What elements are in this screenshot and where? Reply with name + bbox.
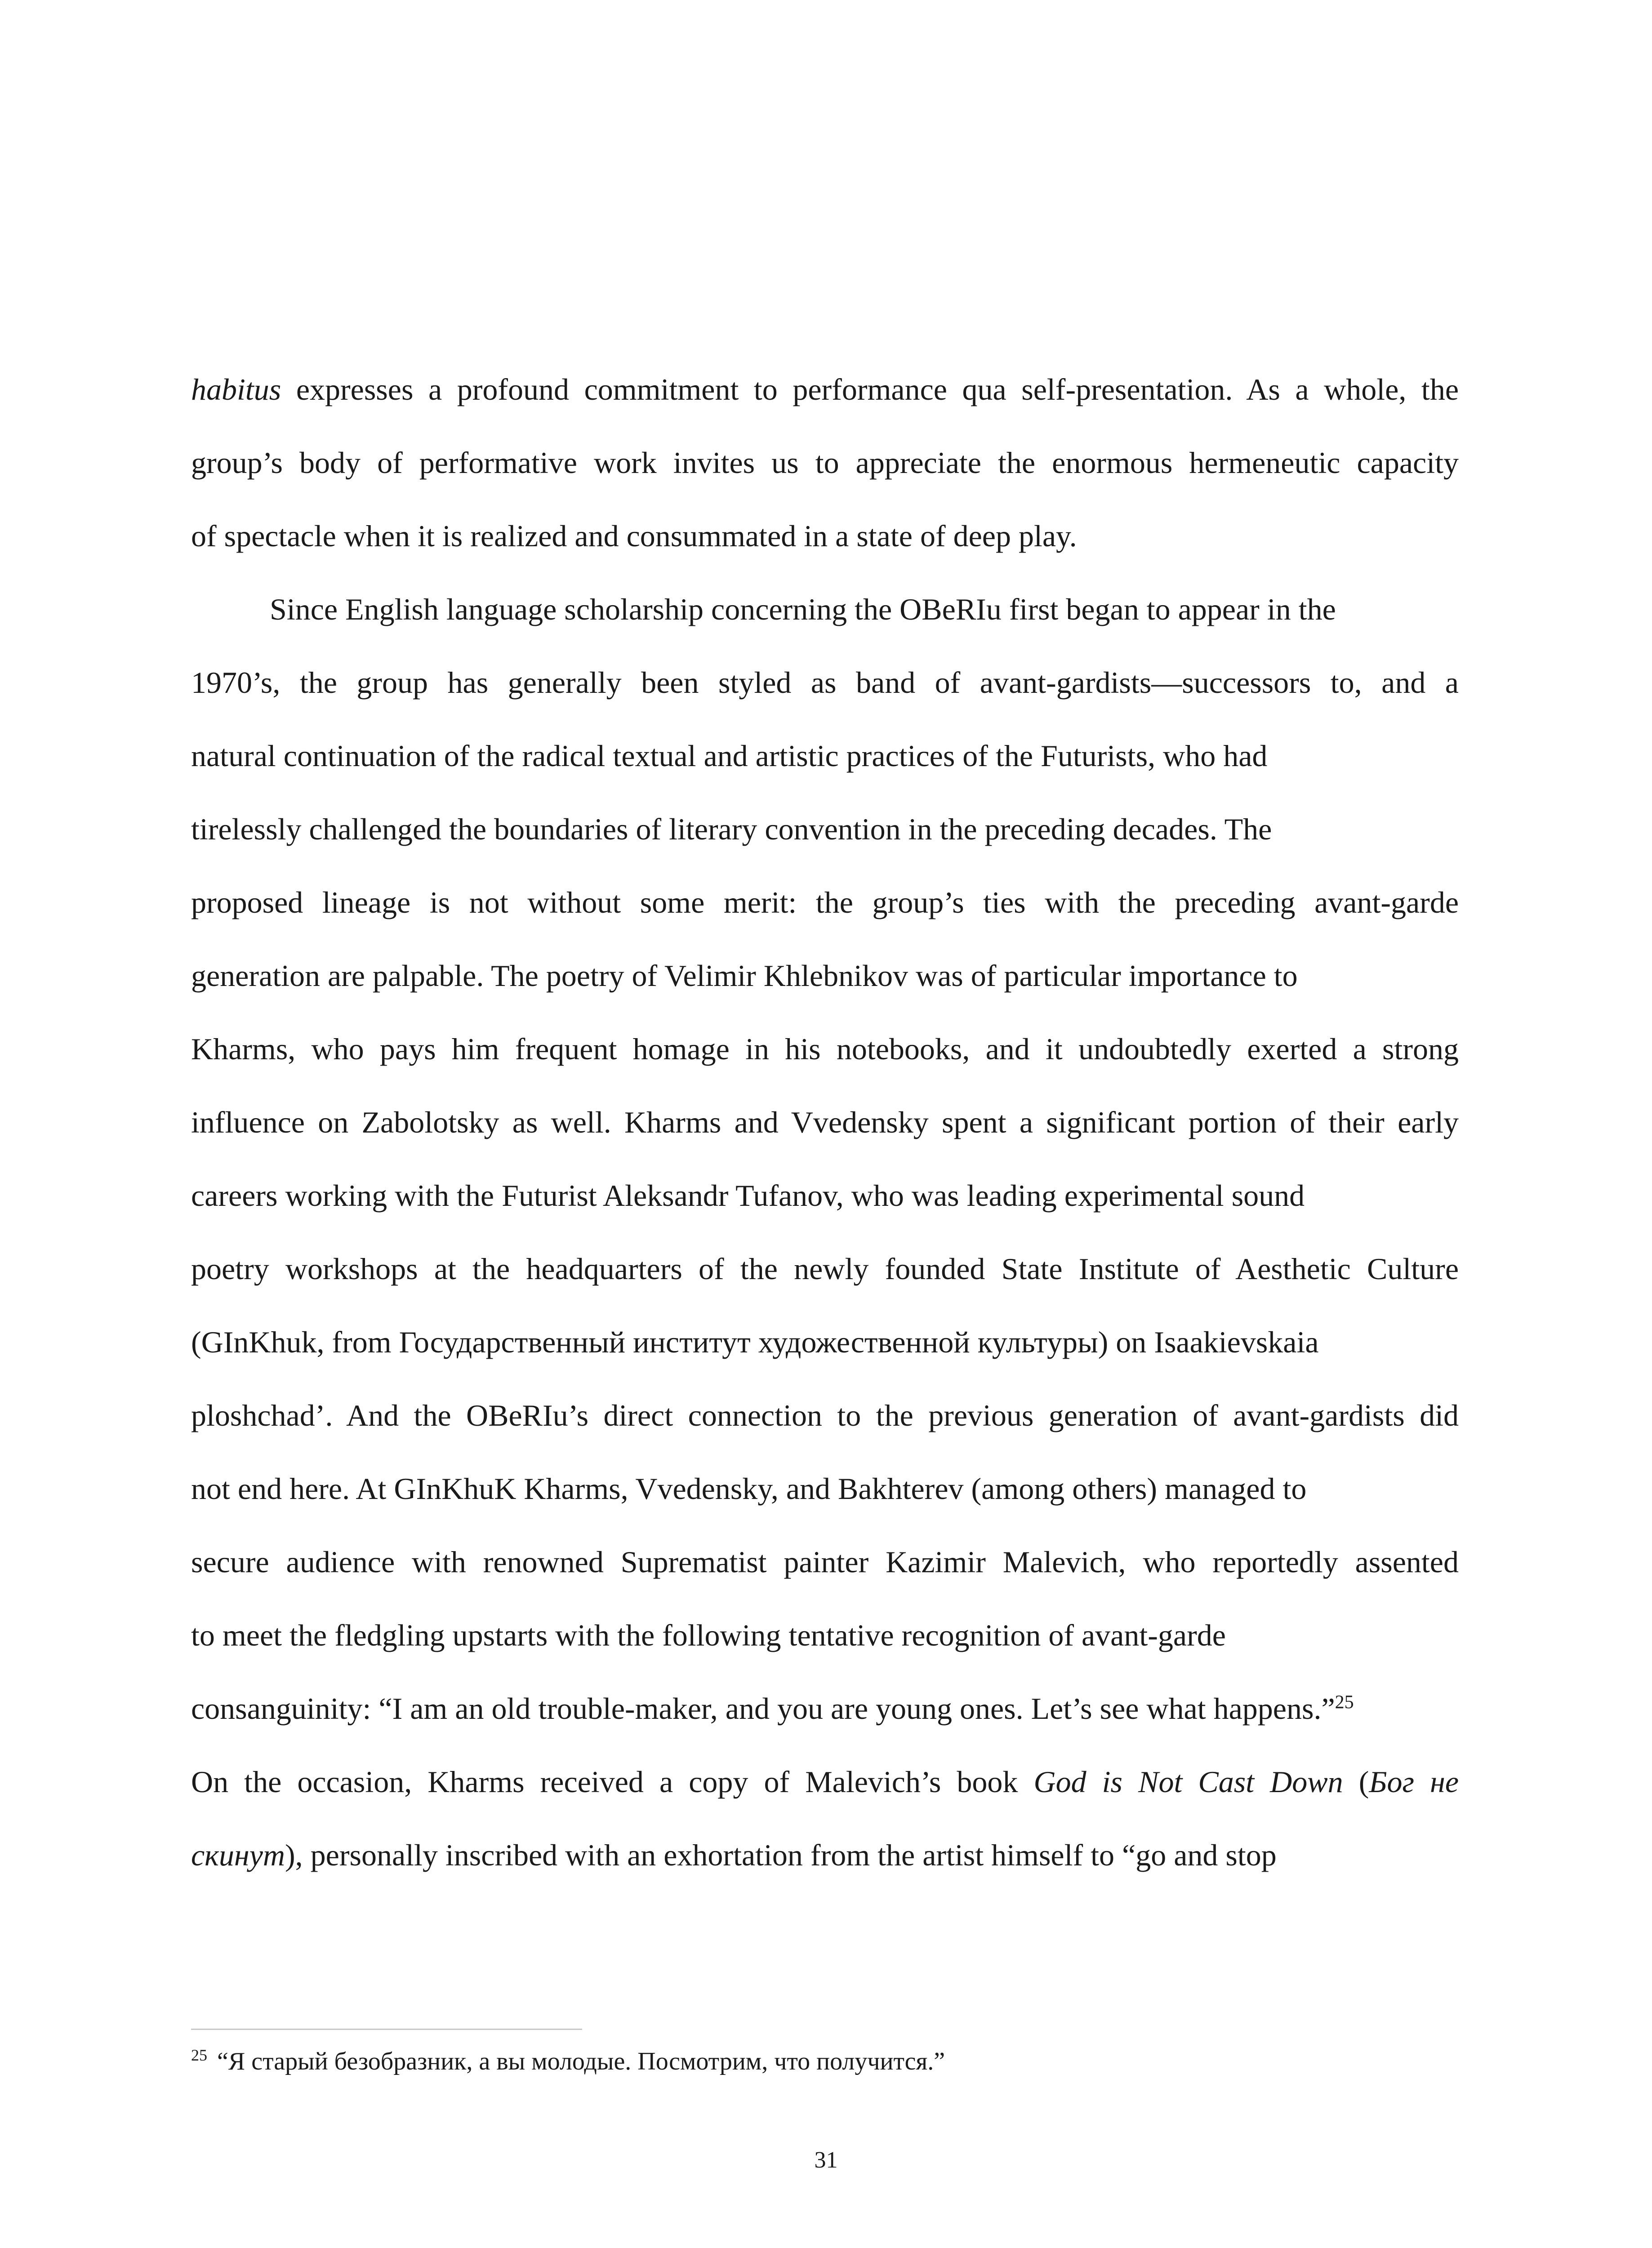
italic-term: habitus [191,372,281,406]
body-line: natural continuation of the radical textual and artistic practices of the Futurists, who had [191,739,1268,773]
paragraph-first-line: Since English language scholarship concerning the OBeRIu first began to appear in the [270,592,1336,626]
body-line: careers working with the Futurist Aleksandr Tufanov, who was leading experimental sound [191,1178,1305,1213]
line-text: expresses a profound commitment to performance qua self-presentation. As a whole, the [281,372,1459,406]
line-text: ( [1343,1765,1369,1799]
line-text: ), personally inscribed with an exhortation from the artist himself to “go and stop [285,1838,1277,1872]
body-line [191,353,1459,426]
footnote-reference[interactable]: 25 [1335,1692,1354,1713]
body-line: poetry workshops at the headquarters of the newly founded State Institute of Aesthetic Culture [191,1252,1459,1286]
body-line: secure audience with renowned Suprematist painter Kazimir Malevich, who reportedly assented [191,1545,1459,1579]
body-line: ploshchad’. And the OBeRIu’s direct connection to the previous generation of avant-gardists did [191,1398,1459,1432]
line-text: On the occasion, Kharms received a copy of Malevich’s book [191,1765,1034,1799]
footnote [191,2041,1459,2082]
line-text: consanguinity: “I am an old trouble-maker, and you are young ones. Let’s see what happens.” [191,1691,1335,1726]
book-title-russian: Бог не [1369,1765,1459,1799]
body-line [191,1672,1459,1745]
body-line: generation are palpable. The poetry of Velimir Khlebnikov was of particular importance to [191,959,1298,993]
body-line: 1970’s, the group has generally been styled as band of avant-gardists—successors to, and a [191,665,1459,700]
body-line: tirelessly challenged the boundaries of literary convention in the preceding decades. The [191,812,1272,846]
footnote-number: 25 [191,2046,207,2065]
body-line: group’s body of performative work invites us to appreciate the enormous hermeneutic capacity [191,446,1459,480]
book-title: God is Not Cast Down [1033,1765,1343,1799]
body-line: to meet the fledgling upstarts with the following tentative recognition of avant-garde [191,1618,1226,1652]
body-text [191,353,1459,1892]
footnote-text: “Я старый безобразник, а вы молодые. Посмотрим, что получится.” [217,2047,945,2075]
footnote-divider [191,2029,582,2030]
body-line: Kharms, who pays him frequent homage in his notebooks, and it undoubtedly exerted a strong [191,1032,1459,1066]
body-line: not end here. At GInKhuK Kharms, Vvedensky, and Bakhterev (among others) managed to [191,1472,1307,1506]
body-line: proposed lineage is not without some merit: the group’s ties with the preceding avant-garde [191,885,1459,919]
body-line [191,1745,1459,1819]
body-line: influence on Zabolotsky as well. Kharms and Vvedensky spent a significant portion of their early [191,1105,1459,1139]
page-number: 31 [814,2147,838,2173]
body-line: of spectacle when it is realized and consummated in a state of deep play. [191,519,1077,553]
body-line: (GInKhuk, from Государственный институт художественной культуры) on Isaakievskaia [191,1325,1319,1359]
book-title-russian: скинут [191,1838,285,1872]
body-line [191,1819,1459,1892]
